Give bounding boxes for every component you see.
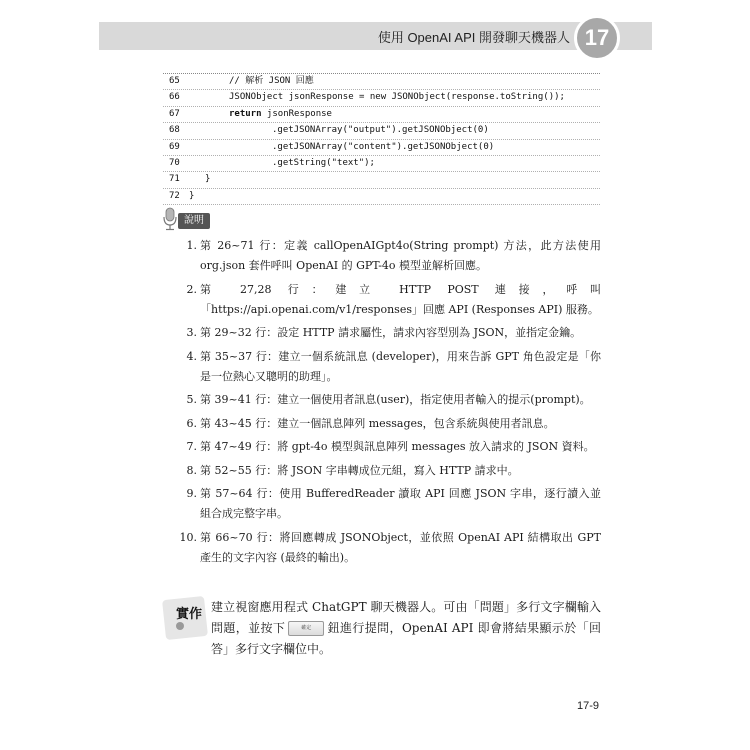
code-text: .getString("text"); — [272, 157, 375, 168]
item-number: 9. — [186, 487, 197, 500]
line-number: 68 — [169, 125, 180, 136]
list-item — [173, 528, 601, 568]
code-text — [229, 107, 332, 122]
item-text: 第 43~45 行：建立一個訊息陣列 messages，包含系統與使用者訊息。 — [200, 416, 555, 430]
item-number: 4. — [186, 349, 197, 363]
list-item — [173, 461, 601, 481]
practice-label: 實作 — [176, 607, 203, 622]
list-item — [173, 347, 601, 387]
line-number: 65 — [169, 76, 180, 86]
header-title: 使用 OpenAI API 開發聊天機器人 — [377, 30, 570, 45]
item-number: 3. — [186, 326, 197, 339]
code-line — [163, 156, 600, 172]
explanation-list — [173, 236, 601, 571]
practice-text — [211, 597, 601, 660]
line-number: 71 — [169, 174, 180, 185]
item-number: 7. — [186, 440, 197, 453]
list-item — [173, 414, 601, 434]
code-line — [163, 107, 600, 123]
code-text: } — [205, 174, 211, 185]
code-text: .getJSONArray("content").getJSONObject(0) — [272, 141, 495, 152]
note-label: 說明 — [178, 213, 210, 229]
line-number: 66 — [169, 92, 180, 103]
page-number: 17-9 — [577, 700, 600, 712]
practice-text-before: 建立視窗應用程式 ChatGPT 聊天機器人。可由「問題」多行文字欄輸入問題，並按下 — [211, 600, 601, 635]
code-line — [163, 189, 600, 205]
item-number: 6. — [186, 416, 197, 430]
item-text: 第 66~70 行：將回應轉成 JSONObject，並依照 OpenAI API 結構取出 GPT 產生的文字內容 (最終的輸出)。 — [200, 530, 601, 564]
item-text: 第 57~64 行：使用 BufferedReader 讀取 API 回應 JSON 字串，逐行讀入並組合成完整字串。 — [200, 487, 601, 520]
code-line — [163, 172, 600, 188]
list-item — [173, 484, 601, 524]
item-text: 第 29~32 行：設定 HTTP 請求屬性，請求內容型別為 JSON，並指定金鑰。 — [200, 326, 582, 339]
code-line — [163, 140, 600, 156]
item-text: 第 52~55 行：將 JSON 字串轉成位元組，寫入 HTTP 請求中。 — [200, 463, 519, 477]
list-item — [173, 323, 601, 343]
code-keyword: return — [229, 108, 262, 119]
code-text: } — [189, 190, 195, 201]
item-text: 第 26~71 行：定義 callOpenAIGpt4o(String prompt) 方法，此方法使用 org.json 套件呼叫 OpenAI 的 GPT-4o 模型並解析回應。 — [200, 239, 601, 272]
item-number: 2. — [186, 282, 197, 296]
item-text: 第 39~41 行：建立一個使用者訊息(user)，指定使用者輸入的提示(prompt)。 — [200, 393, 591, 406]
list-item — [173, 390, 601, 410]
line-number: 72 — [169, 190, 180, 201]
line-number: 69 — [169, 141, 180, 152]
list-item — [173, 280, 601, 320]
item-text: 第 47~49 行：將 gpt-4o 模型與訊息陣列 messages 放入請求的 JSON 資料。 — [200, 440, 595, 453]
chapter-badge: 17 — [574, 15, 620, 61]
item-text: 第 35~37 行：建立一個系統訊息 (developer)，用來告訴 GPT 角色設定是「你是一位熱心又聰明的助理」。 — [200, 349, 601, 383]
code-line — [163, 123, 600, 139]
line-number: 70 — [169, 157, 180, 168]
item-number: 5. — [186, 393, 197, 406]
item-number: 10. — [179, 530, 197, 544]
list-item — [173, 236, 601, 276]
code-text: // 解析 JSON 回應 — [229, 76, 314, 86]
item-number: 8. — [186, 463, 197, 477]
item-number: 1. — [186, 239, 197, 252]
running-header — [99, 22, 652, 50]
code-rest: jsonResponse — [261, 108, 332, 119]
practice-text-after: 鈕進行提問，OpenAI API 即會將結果顯示於「回答」多行文字欄位中。 — [211, 621, 601, 656]
code-line — [163, 74, 600, 90]
code-line — [163, 90, 600, 106]
code-listing — [163, 73, 600, 205]
code-text: .getJSONArray("output").getJSONObject(0) — [272, 125, 489, 136]
confirm-button-image: 確定 — [288, 621, 324, 636]
code-text: JSONObject jsonResponse = new JSONObject(response.toString()); — [229, 92, 565, 103]
list-item — [173, 437, 601, 457]
item-text: 第 27,28 行：建立 HTTP POST 連接，呼叫「https://api.openai.com/v1/responses」回應 API (Responses API) 服務。 — [200, 282, 601, 316]
line-number: 67 — [169, 108, 180, 119]
